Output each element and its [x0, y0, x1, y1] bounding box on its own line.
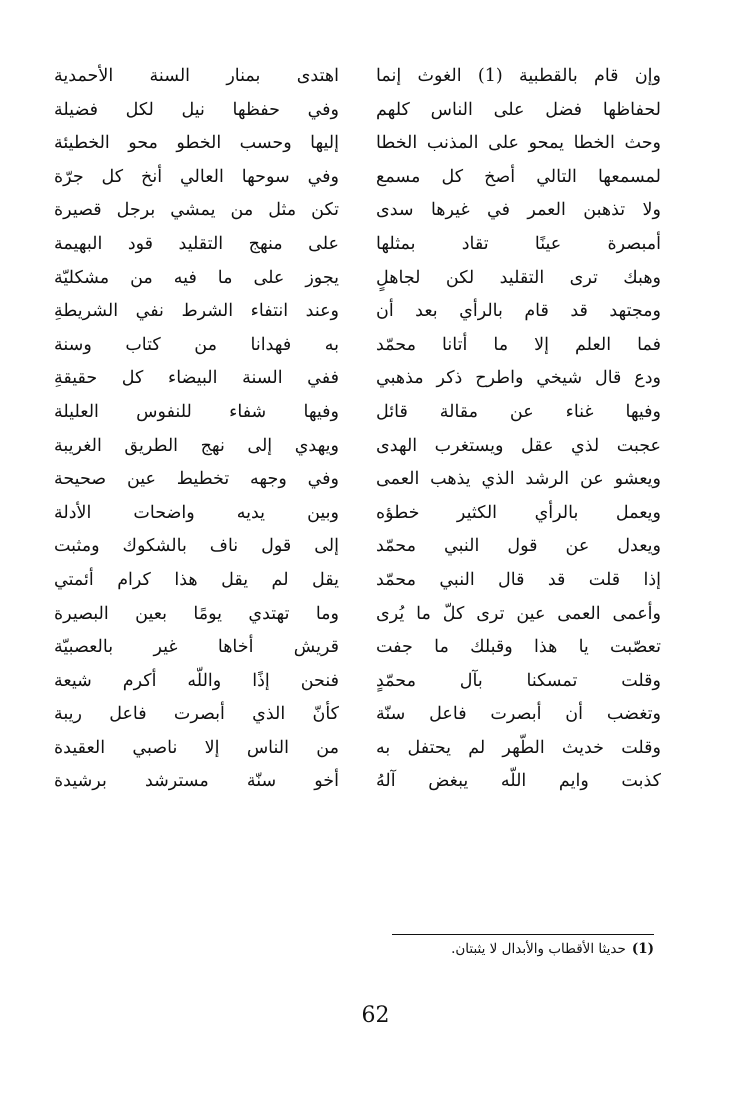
verse-line-right: وقلت تمسكنا بآل محمّدٍ — [376, 670, 661, 691]
verse-line-right: ويعمل بالرأي الكثير خطؤه — [376, 502, 661, 523]
footnote — [378, 941, 654, 957]
verse-line-left: فنحن إذًا واللّه أكرم شيعة — [54, 670, 339, 691]
verse-line-right: وأعمى العمى عين ترى كلّ ما يُرى — [376, 603, 661, 624]
verse-line-left: وعند انتفاء الشرط نفي الشريطةِ — [54, 301, 339, 322]
verse-line-right: ودع قال شيخي واطرح ذكر مذهبي — [376, 368, 661, 389]
verse-line-left: وفي وجهه تخطيط عين صحيحة — [54, 469, 339, 490]
verse-line-right: وإن قام بالقطبية (1) الغوث إنما — [376, 66, 661, 86]
verse-line-right: وحث الخطا يمحو على المذنب الخطا — [376, 133, 661, 154]
verse-line-right: ولا تذهبن العمر في غيرها سدى — [376, 200, 661, 221]
verse-line-left: ففي السنة البيضاء كل حقيقةِ — [54, 368, 339, 389]
verse-line-right: فما العلم إلا ما أتانا محمّد — [376, 334, 661, 355]
verse-line-left: كأنّ الذي أبصرت فاعل ريبة — [54, 704, 339, 725]
verse-line-right: ويعشو عن الرشد الذي يذهب العمى — [376, 469, 661, 490]
verse-line-left: تكن مثل من يمشي برجل قصيرة — [54, 200, 339, 221]
right-column-verses — [376, 60, 661, 799]
verse-line-right: تعصّبت يا هذا وقبلك ما جفت — [376, 637, 661, 658]
verse-line-right: وقلت خديث الطّهر لم يحتفل به — [376, 737, 661, 758]
verse-line-left: أخو سنّة مسترشد برشيدة — [54, 771, 339, 792]
verse-line-right: عجبت لذي عقل ويستغرب الهدى — [376, 435, 661, 456]
verse-line-right: لحفاظها فضل على الناس كلهم — [376, 99, 661, 120]
verse-line-left: على منهج التقليد قود البهيمة — [54, 233, 339, 254]
verse-line-left: إليها وحسب الخطو محو الخطيئة — [54, 133, 339, 154]
verse-line-right: ومجتهد قد قام بالرأي بعد أن — [376, 301, 661, 322]
verse-line-left: يجوز على ما فيه من مشكليّة — [54, 267, 339, 288]
verse-line-left: إلى قول ناف بالشكوك ومثبت — [54, 536, 339, 557]
verse-line-right: كذبت وايم اللّه يبغض آلهُ — [376, 771, 661, 792]
verse-line-left: وبين يديه واضحات الأدلة — [54, 502, 339, 523]
verse-line-right: إذا قلت قد قال النبي محمّد — [376, 569, 661, 590]
verse-line-left: به فهدانا من كتاب وسنة — [54, 334, 339, 355]
verse-line-right: وفيها غناء عن مقالة قائل — [376, 401, 661, 422]
verse-line-left: وفي حفظها نيل لكل فضيلة — [54, 99, 339, 120]
verse-line-left: من الناس إلا ناصبي العقيدة — [54, 737, 339, 758]
verse-line-right: ويعدل عن قول النبي محمّد — [376, 536, 661, 557]
footnote-text: حديثا الأقطاب والأبدال لا يثبتان. — [451, 941, 626, 957]
verse-line-right: وتغضب أن أبصرت فاعل سنّة — [376, 704, 661, 725]
page-number: 62 — [361, 1003, 390, 1028]
verse-line-left: قريش أخاها غير بالعصبيّة — [54, 637, 339, 658]
footnote-marker: (1) — [631, 941, 654, 957]
footnote-divider — [392, 934, 654, 935]
verse-line-left: وما تهتدي يومًا بعين البصيرة — [54, 603, 339, 624]
verse-line-right: وهبك ترى التقليد لكن لجاهلٍ — [376, 267, 661, 288]
verse-line-left: وفيها شفاء للنفوس العليلة — [54, 401, 339, 422]
verse-line-right: أمبصرة عينًا تقاد بمثلها — [376, 233, 661, 254]
verse-line-left: وفي سوحها العالي أنخ كل جرّة — [54, 166, 339, 187]
verse-line-right: لمسمعها التالي أصخ كل مسمع — [376, 166, 661, 187]
verse-line-left: ويهدي إلى نهج الطريق الغريبة — [54, 435, 339, 456]
verse-line-left: يقل لم يقل هذا كرام أئمتي — [54, 569, 339, 590]
left-column-verses — [54, 60, 339, 799]
verse-line-left: اهتدى بمنار السنة الأحمدية — [54, 66, 339, 86]
